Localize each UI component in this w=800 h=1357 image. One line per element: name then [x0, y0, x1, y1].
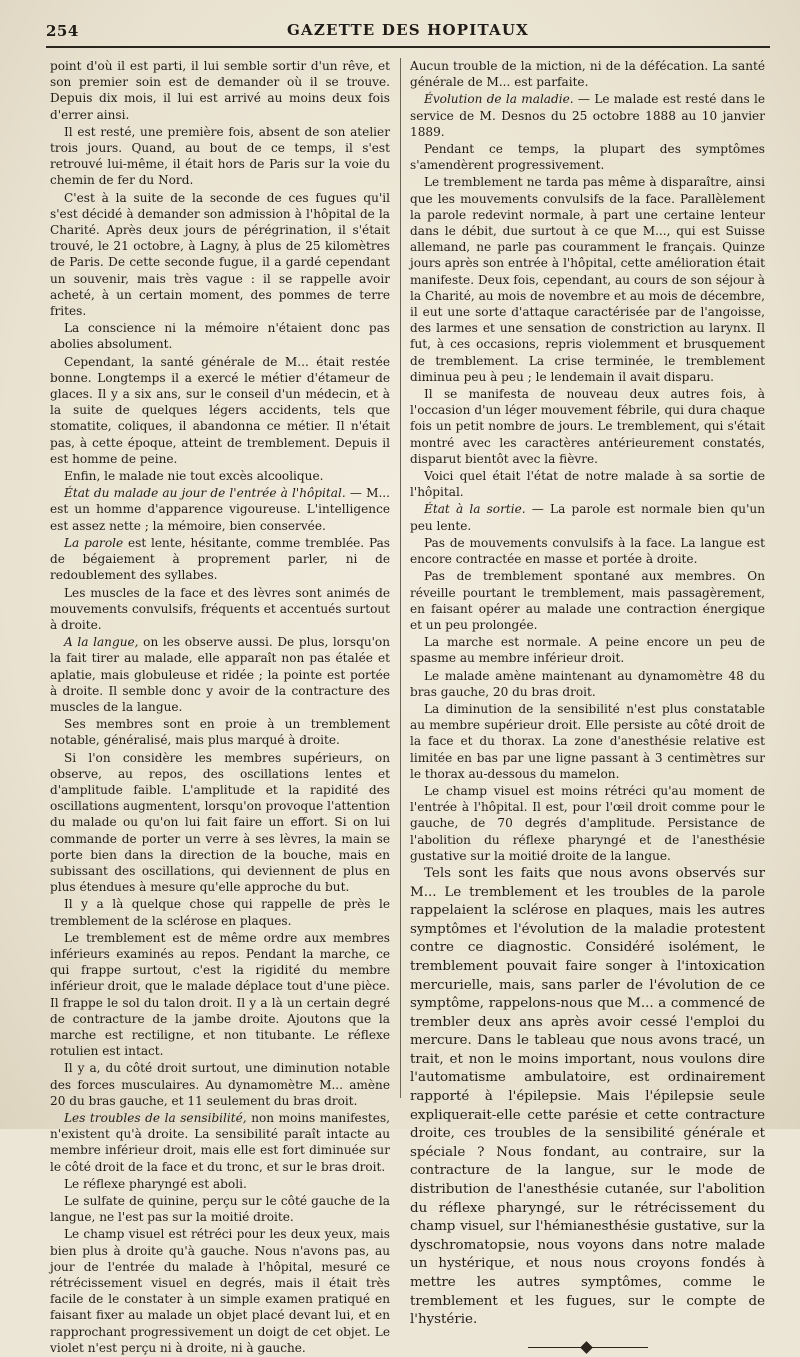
paragraph-text: La marche est normale. A peine encore un peu de spasme au membre inférieur droit. — [410, 635, 765, 666]
paragraph-text: Tels sont les faits que nous avons observés sur M... Le tremblement et les troubles de la parole rappelaient la sclérose en plaques, mais les autres symptômes et l'évolution de la maladie protestent contre ce diagnostic. Considéré isolément, le tremblement pouvait faire songer à l'intoxication mercurielle, mais, sans parler de l'évolution de ce symptôme, rappelons-nous que M... a commencé de trembler deux ans après avoir cessé l'emploi du mercure. Dans le tableau que nous avons tracé, un trait, et non le moins important, nous voulons dire l'automatisme ambulatoire, est ordinairement rapporté à l'épilepsie. Mais l'épilepsie seule expliquerait-elle cette parésie et cette contracture droite, ces troubles de la sensibilité générale et spéciale ? Nous fondant, au contraire, sur la contracture de la langue, sur le mode de distribution de l'anesthésie cutanée, sur l'abolition du réflexe pharyngé, sur le rétrécissement du champ visuel, sur l'hémianesthésie gustative, sur la dyschromatopsie, nous voyons dans notre malade un hystérique, et nous nous croyons fondés à mettre les autres symptômes, comme le tremblement et les fugues, sur le compte de l'hystérie. — [410, 865, 765, 1328]
journal-title: GAZETTE DES HOPITAUX — [286, 21, 529, 39]
paragraph — [410, 701, 765, 782]
paragraph-text: Le sulfate de quinine, perçu sur le côté gauche de la langue, ne l'est pas sur la moitié droite. — [50, 1194, 390, 1225]
paragraph — [50, 124, 390, 189]
paragraph-text: — M... est un homme d'apparence vigoureuse. L'intelligence est assez nette ; la mémoire, bien conservée. — [50, 486, 390, 533]
paragraph — [50, 585, 390, 634]
paragraph-text: — La parole est normale bien qu'un peu lente. — [410, 502, 765, 533]
paragraph — [50, 320, 390, 352]
paragraph-text: Il y a, du côté droit surtout, une diminution notable des forces musculaires. Au dynamomètre M... amène 20 du bras gauche, et 11 seulement du bras droit. — [50, 1061, 390, 1108]
paragraph — [50, 930, 390, 1060]
paragraph — [410, 668, 765, 700]
section-heading: La parole — [64, 535, 124, 550]
paragraph — [50, 58, 390, 123]
paragraph — [410, 535, 765, 567]
paragraph-text: — Le malade est resté dans le service de M. Desnos du 25 octobre 1888 au 10 janvier 1889. — [410, 92, 766, 139]
paragraph — [410, 634, 765, 666]
paragraph-text: Le malade amène maintenant au dynamomètre 48 du bras gauche, 20 du bras droit. — [410, 668, 765, 699]
section-heading: A la langue, — [64, 635, 139, 650]
paragraph-text: est lente, hésitante, comme tremblée. Pas de bégaiement à proprement parler, ni de redoublement des syllabes. — [50, 535, 390, 583]
paragraph-text: Le champ visuel est rétréci pour les deux yeux, mais bien plus à droite qu'à gauche. Nous n'avons pas, au jour de l'entrée du malade à l'hôpital, mesuré ce rétrécissement visuel en degrés, mais il était très facile de le constater à un simple examen pratiqué en faisant fixer au malade un objet placé devant lui, et en rapprochant progressivement un doigt de cet objet. Le violet n'est perçu ni à droite, ni à gauche. — [50, 1227, 390, 1355]
paragraph-text: Le tremblement ne tarda pas même à disparaître, ainsi que les mouvements convulsifs de la face. Parallèlement la parole redevint normale, à part une certaine lenteur dans le débit, due surtout à ce que M..., qui est Suisse allemand, ne parle pas couramment le français. Quinze jours après son entrée à l'hôpital, cette amélioration était manifeste. Deux fois, cependant, au cours de son séjour à la Charité, au mois de novembre et au mois de décembre, il eut une sorte d'attaque caractérisée par de l'angoisse, des larmes et une sensation de constriction au larynx. Il fut, à ces occasions, repris violemment et brusquement de tremblement. La crise terminée, le tremblement diminua peu à peu ; le lendemain il avait disparu. — [410, 175, 765, 384]
paragraph-text: Les muscles de la face et des lèvres sont animés de mouvements convulsifs, fréquents et accentués surtout à droite. — [50, 585, 390, 632]
paragraph — [410, 865, 765, 1330]
paragraph — [50, 468, 390, 484]
right-column — [410, 58, 765, 1352]
paragraph — [50, 485, 390, 534]
header-rule — [46, 46, 770, 48]
paragraph-text: La conscience ni la mémoire n'étaient donc pas abolies absolument. — [50, 321, 390, 352]
paragraph — [50, 354, 390, 467]
paragraph — [410, 783, 765, 864]
paragraph — [50, 1226, 390, 1356]
paragraph — [410, 141, 765, 173]
page-header — [46, 18, 770, 44]
section-heading: Évolution de la maladie. — [424, 92, 574, 107]
section-heading: État à la sortie. — [424, 502, 526, 517]
paragraph-text: Ses membres sont en proie à un tremblement notable, généralisé, mais plus marqué à droite. — [50, 717, 390, 748]
paragraph — [50, 190, 390, 320]
paragraph — [410, 174, 765, 385]
paragraph-text: Il est resté, une première fois, absent de son atelier trois jours. Quand, au bout de ce temps, il s'est retrouvé lui-même, il était hors de Paris sur la voie du chemin de fer du Nord. — [50, 124, 390, 188]
paragraph — [50, 1193, 390, 1225]
paragraph-text: Enfin, le malade nie tout excès alcoolique. — [64, 469, 324, 484]
paragraph-text: non moins manifestes, n'existent qu'à droite. La sensibilité paraît intacte au membre inférieur droit, mais elle est fort diminuée sur le côté droit de la face et du tronc, et sur le bras droit. — [50, 1111, 390, 1174]
paragraph — [410, 468, 765, 500]
paragraph — [50, 750, 390, 896]
paragraph-text: Pas de mouvements convulsifs à la face. La langue est encore contractée en masse et portée à droite. — [410, 535, 765, 567]
paragraph — [410, 91, 765, 140]
paragraph — [50, 1176, 390, 1192]
section-heading: État du malade au jour de l'entrée à l'hôpital. — [64, 486, 346, 501]
paragraph-text: Le réflexe pharyngé est aboli. — [64, 1176, 247, 1191]
paragraph — [50, 716, 390, 748]
paragraph-text: Si l'on considère les membres supérieurs, on observe, au repos, des oscillations lentes et d'amplitude faible. L'amplitude et la rapidité des oscillations augmentent, lorsqu'on provoque l'attention du malade ou qu'on lui fait faire un effort. Si on lui commande de porter un verre à ses lèvres, la main se porte bien dans la direction de la bouche, mais en subissant des oscillations, qui deviennent de plus en plus étendues à mesure qu'elle approche du but. — [50, 750, 390, 895]
paragraph-text: Aucun trouble de la miction, ni de la défécation. La santé générale de M... est parfaite. — [410, 59, 765, 90]
page-number: 254 — [46, 22, 79, 40]
paragraph-text: Il se manifesta de nouveau deux autres fois, à l'occasion d'un léger mouvement fébrile, qui dura chaque fois un petit nombre de jours. Le tremblement, qui s'était montré avec les caractères antérieurement constatés, disparut bientôt avec la fièvre. — [410, 387, 765, 466]
paragraph-text: point d'où il est parti, il lui semble sortir d'un rêve, et son premier soin est de demander où il se trouve. Depuis dix mois, il lui est arrivé au moins deux fois d'errer ainsi. — [50, 59, 390, 122]
paragraph — [410, 501, 765, 533]
paragraph-text: La diminution de la sensibilité n'est plus constatable au membre supérieur droit. Elle persiste au côté droit de la face et du thorax. La zone d'anesthésie relative est limitée en bas par une ligne passant à 3 centimètres sur le thorax au-dessous du mamelon. — [410, 701, 765, 781]
paragraph-text: Le tremblement est de même ordre aux membres inférieurs examinés au repos. Pendant la marche, ce qui frappe surtout, c'est la rigidité du membre inférieur droit, que le malade déplace tout d'une pièce. Il frappe le sol du talon droit. Il y a là un certain degré de contracture de la jambe droite. Ajoutons que la marche est rectiligne, et non titubante. Le réflexe rotulien est intact. — [50, 930, 390, 1059]
end-ornament — [528, 1344, 648, 1352]
paragraph — [50, 896, 390, 928]
paragraph-text: Cependant, la santé générale de M... était restée bonne. Longtemps il a exercé le métier d'étameur de glaces. Il y a six ans, sur le conseil d'un médecin, et à la suite de quelques légers accidents, tels que stomatite, coliques, il abandonna ce métier. Il n'était pas, à cette époque, atteint de tremblement. Depuis il est homme de peine. — [50, 354, 390, 466]
paragraph-text: Pendant ce temps, la plupart des symptômes s'amendèrent progressivement. — [410, 142, 765, 173]
paragraph — [410, 58, 765, 90]
paragraph-text: Il y a là quelque chose qui rappelle de près le tremblement de la sclérose en plaques. — [50, 897, 390, 928]
paragraph-text: C'est à la suite de la seconde de ces fugues qu'il s'est décidé à demander son admission à l'hôpital de la Charité. Après deux jours de pérégrination, il s'était trouvé, le 21 octobre, à Lagny, à plus de 25 kilomètres de Paris. De cette seconde fugue, il a gardé cependant un souvenir, mais très vague : il se rappelle avoir acheté, à un certain moment, des pommes de terre frites. — [50, 190, 390, 319]
paragraph — [50, 535, 390, 584]
paragraph-text: Pas de tremblement spontané aux membres. On réveille pourtant le tremblement, mais passagèrement, en faisant opérer au malade une contraction énergique et un peu prolongée. — [410, 569, 765, 632]
section-heading: Les troubles de la sensibilité, — [64, 1111, 247, 1125]
paragraph — [50, 1060, 390, 1109]
paragraph-text: on les observe aussi. De plus, lorsqu'on la fait tirer au malade, elle apparaît non pas étalée et aplatie, mais globuleuse et ridée ; la pointe est portée à droite. Il semble donc y avoir de la contracture des muscles de la langue. — [50, 635, 390, 714]
left-column — [50, 58, 390, 1357]
paragraph — [50, 1110, 390, 1175]
paragraph — [410, 568, 765, 633]
paragraph — [410, 386, 765, 467]
paragraph — [50, 634, 390, 715]
paragraph-text: Voici quel était l'état de notre malade à sa sortie de l'hôpital. — [410, 469, 765, 500]
paragraph-text: Le champ visuel est moins rétréci qu'au moment de l'entrée à l'hôpital. Il est, pour l'œil droit comme pour le gauche, de 70 degrés d'amplitude. Persistance de l'abolition du réflexe pharyngé et de l'anesthésie gustative sur la moitié droite de la langue. — [410, 783, 765, 863]
column-divider — [400, 58, 401, 1098]
